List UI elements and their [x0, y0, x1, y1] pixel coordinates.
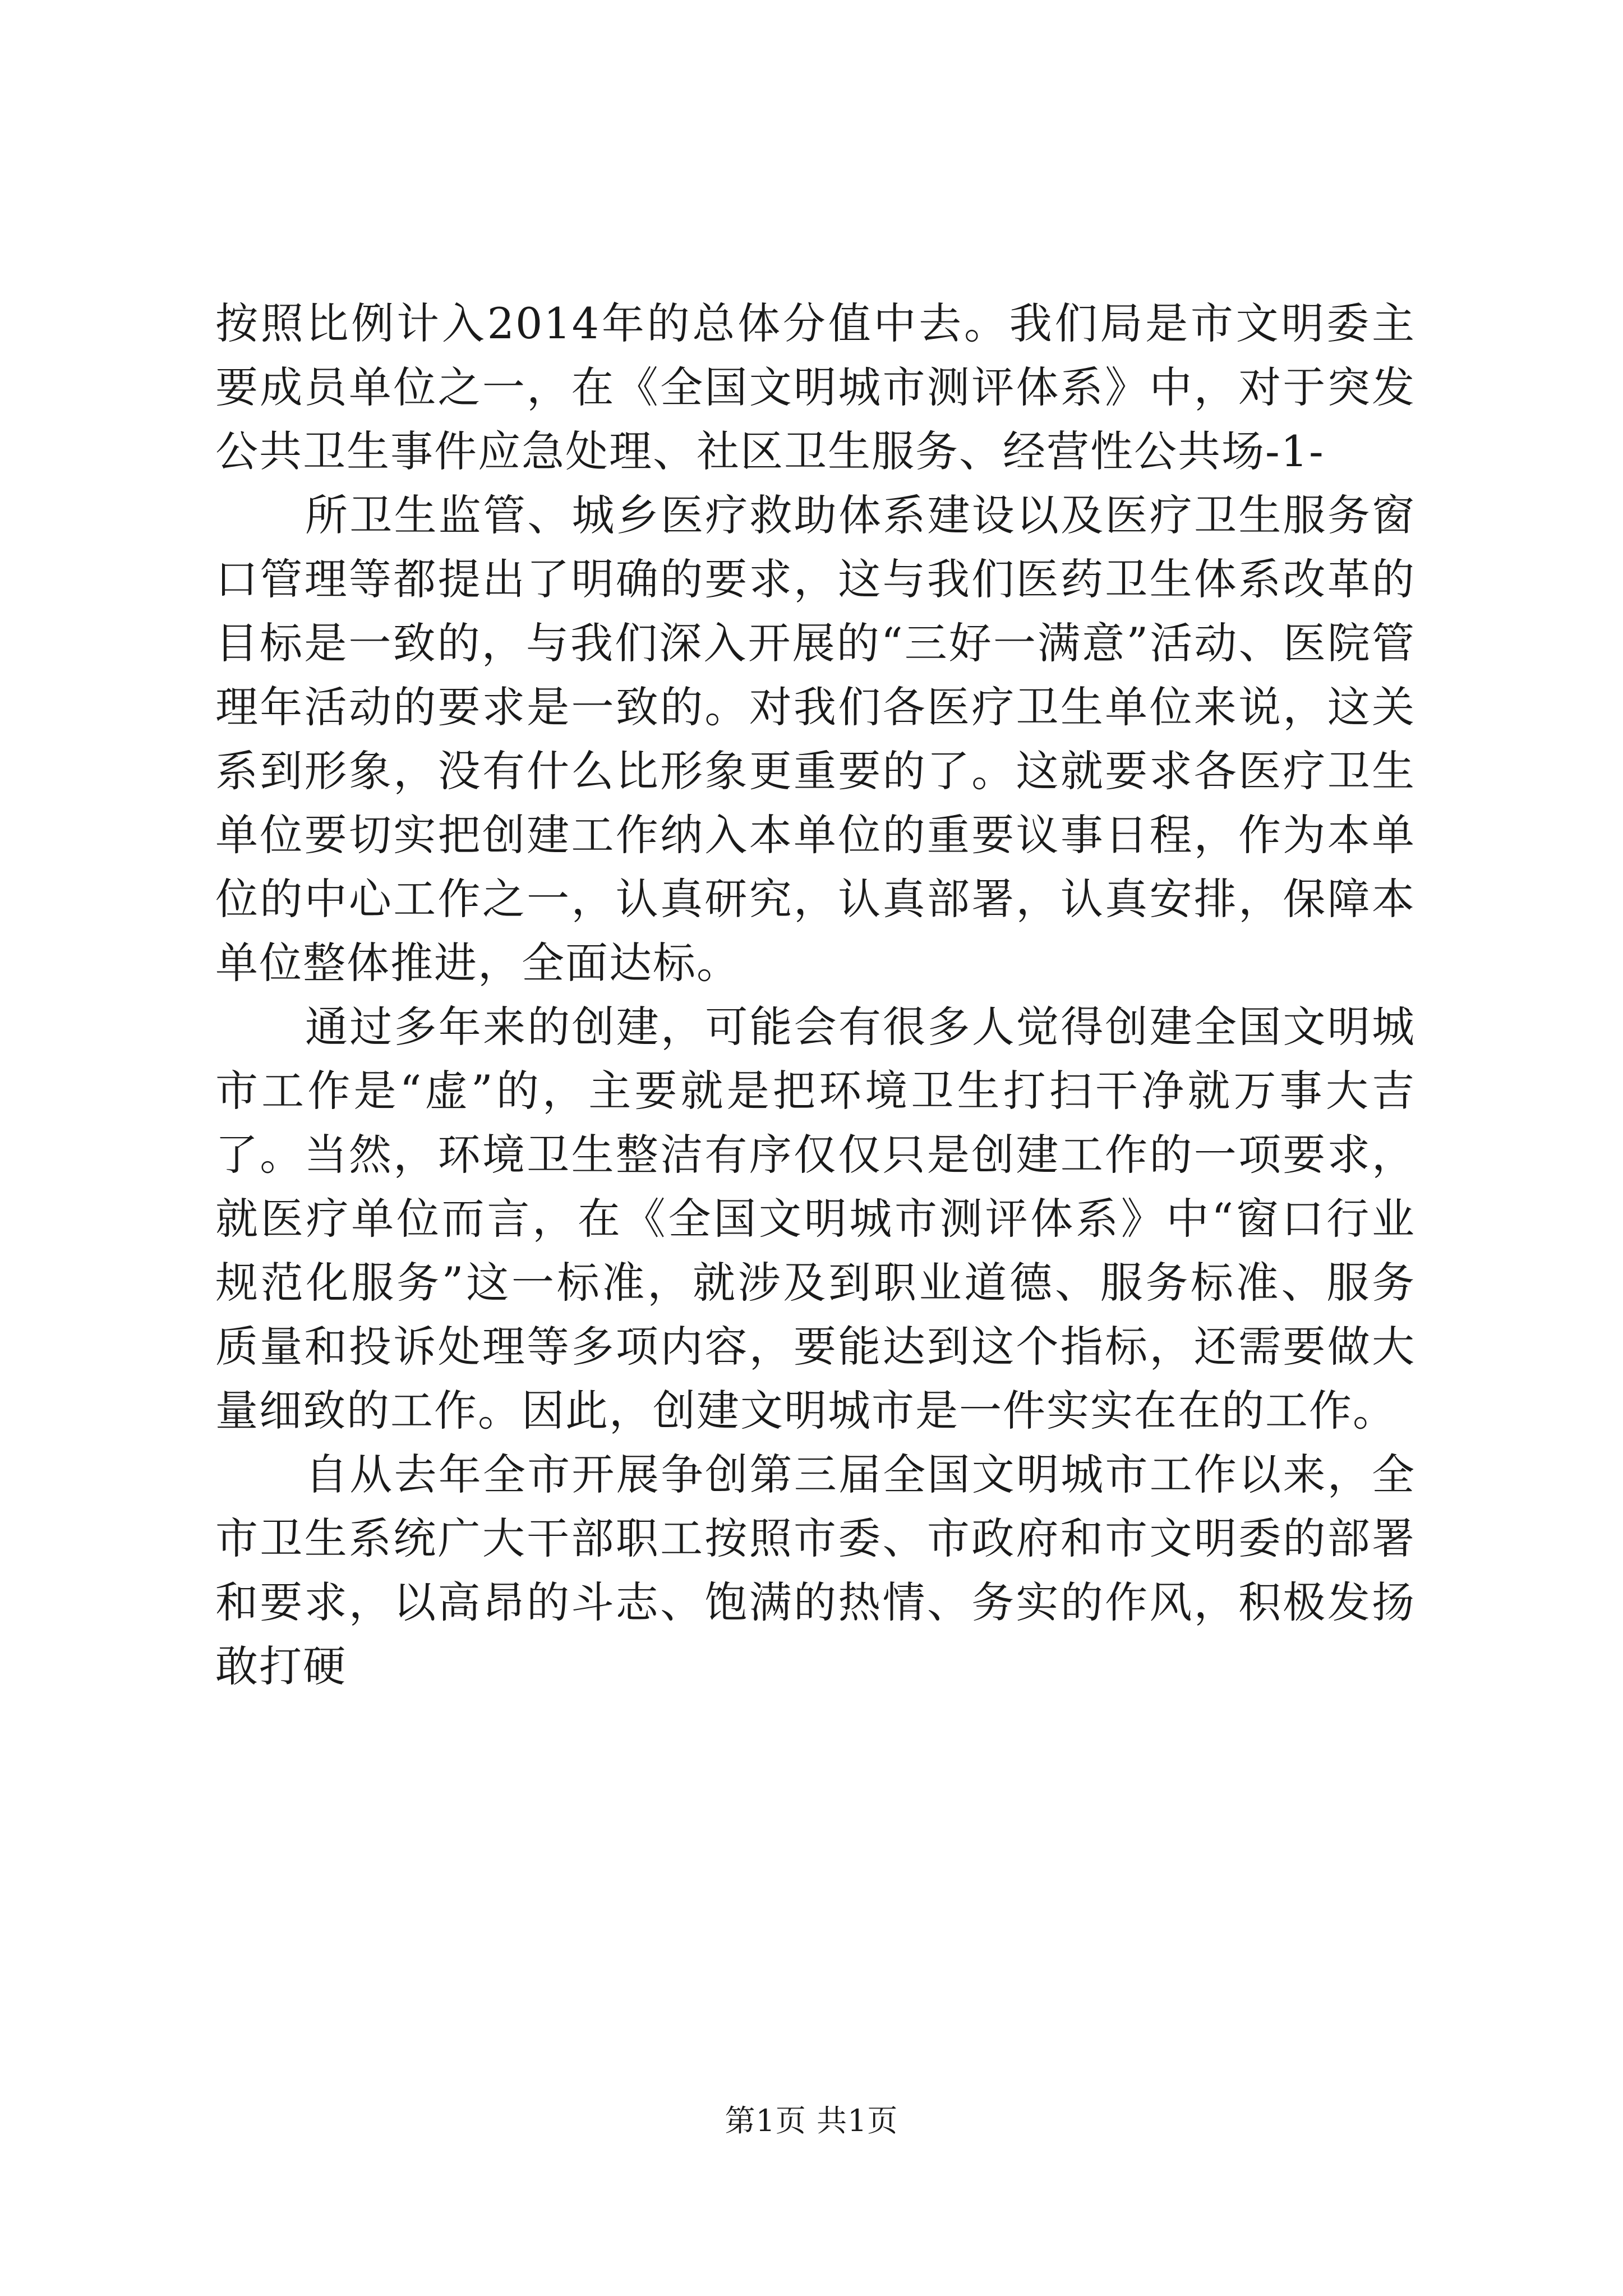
document-body [215, 292, 1415, 1699]
paragraph-3: 通过多年来的创建，可能会有很多人觉得创建全国文明城市工作是“虚”的，主要就是把环境卫生打扫干净就万事大吉了。当然，环境卫生整洁有序仅仅只是创建工作的一项要求，就医疗单位而言，在《全国文明城市测评体系》中“窗口行业规范化服务”这一标准，就涉及到职业道德、服务标准、服务质量和投诉处理等多项内容，要能达到这个指标，还需要做大量细致的工作。因此，创建文明城市是一件实实在在的工作。 [215, 1002, 1415, 1435]
paragraph-1: 按照比例计入2014年的总体分值中去。我们局是市文明委主要成员单位之一，在《全国文明城市测评体系》中，对于突发公共卫生事件应急处理、社区卫生服务、经营性公共场-1- [215, 298, 1415, 476]
paragraph-4: 自从去年全市开展争创第三届全国文明城市工作以来，全市卫生系统广大干部职工按照市委、市政府和市文明委的部署和要求，以高昂的斗志、饱满的热情、务实的作风，积极发扬敢打硬 [215, 1450, 1415, 1691]
page-footer: 第1页 共1页 [725, 2103, 898, 2138]
paragraph-2: 所卫生监管、城乡医疗救助体系建设以及医疗卫生服务窗口管理等都提出了明确的要求，这与我们医药卫生体系改革的目标是一致的，与我们深入开展的“三好一满意”活动、医院管理年活动的要求是一致的。对我们各医疗卫生单位来说，这关系到形象，没有什么比形象更重要的了。这就要求各医疗卫生单位要切实把创建工作纳入本单位的重要议事日程，作为本单位的中心工作之一，认真研究，认真部署，认真安排，保障本单位整体推进，全面达标。 [215, 490, 1415, 988]
